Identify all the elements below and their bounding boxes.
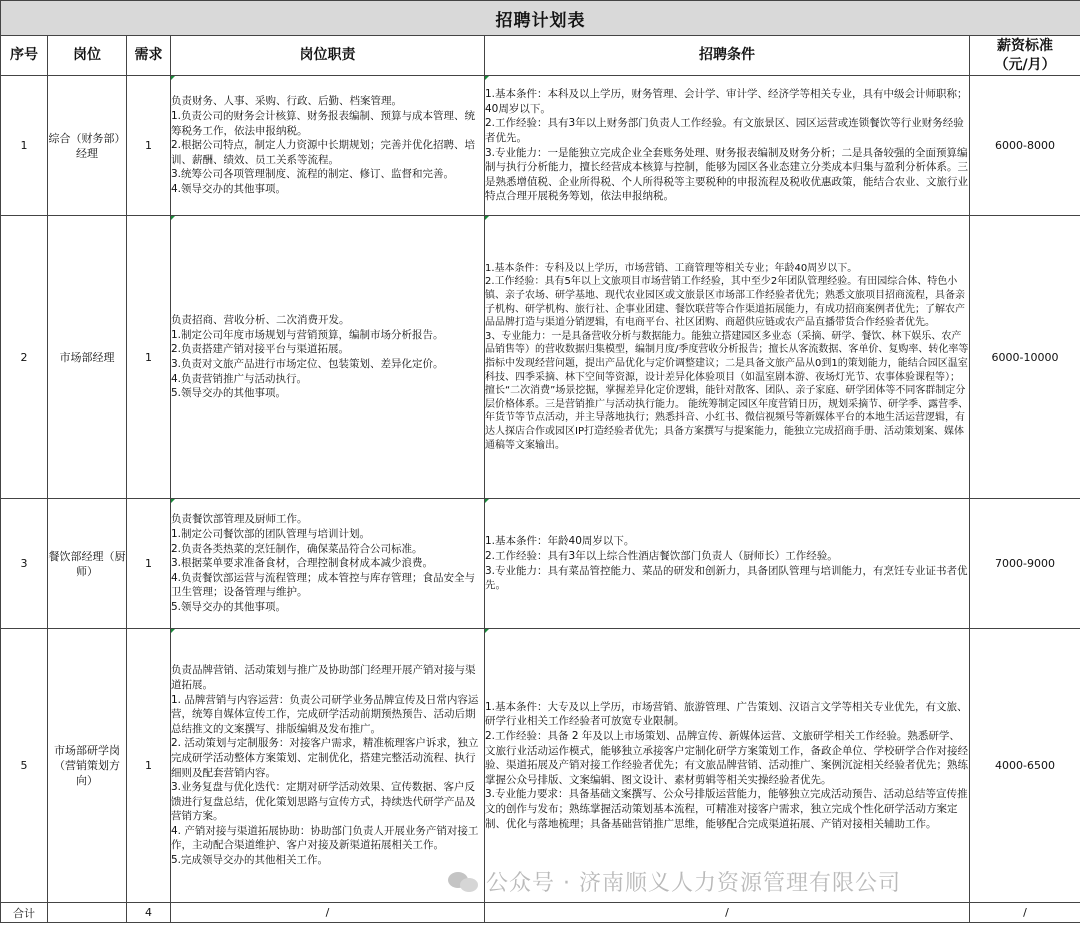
header-requirements: 招聘条件 <box>485 36 970 76</box>
row-requirements <box>485 499 970 629</box>
row-salary: 4000-6500 <box>970 629 1080 903</box>
total-requirements: / <box>485 903 970 923</box>
table-row <box>1 629 1080 903</box>
row-index: 5 <box>1 629 48 903</box>
requirements-text: 1.基本条件：年龄40周岁以下。 2.工作经验：具有3年以上综合性酒店餐饮部门负责人（厨师长）工作经验。 3.专业能力：具有菜品管控能力、菜品的研发和创新力，具备团队管理与培训能力，有烹饪专业证书者优先。 <box>485 535 968 592</box>
comment-marker <box>485 499 489 503</box>
comment-marker <box>171 76 175 80</box>
row-salary: 6000-8000 <box>970 76 1080 216</box>
header-index: 序号 <box>1 36 48 76</box>
watermark-text: 公众号 · 济南顺义人力资源管理有限公司 <box>486 871 901 896</box>
row-index: 2 <box>1 216 48 499</box>
row-salary: 6000-10000 <box>970 216 1080 499</box>
row-requirements <box>485 76 970 216</box>
duties-text: 负责财务、人事、采购、行政、后勤、档案管理。 1.负责公司的财务会计核算、财务报表编制、预算与成本管理、统筹税务工作，依法申报纳税。 2.根据公司特点，制定人力资源中长期规划；完善并优化招聘、培训、薪酬、绩效、员工关系等流程。 3.统筹公司各项管理制度、流程的制定、修订、监督和完善。 4.领导交办的其他事项。 <box>171 95 476 195</box>
row-requirements <box>485 216 970 499</box>
row-requirements <box>485 629 970 903</box>
total-row <box>1 903 1080 923</box>
table-row <box>1 499 1080 629</box>
row-duties <box>171 76 485 216</box>
row-duties <box>171 499 485 629</box>
comment-marker <box>171 629 175 633</box>
header-position: 岗位 <box>48 36 127 76</box>
total-salary: / <box>970 903 1080 923</box>
row-position: 市场部经理 <box>48 216 127 499</box>
comment-marker <box>171 216 175 220</box>
row-duties <box>171 216 485 499</box>
row-demand: 1 <box>127 629 171 903</box>
header-row <box>1 36 1080 76</box>
requirements-text: 1.基本条件：本科及以上学历，财务管理、会计学、审计学、经济学等相关专业，具有中级会计师职称；40周岁以下。 2.工作经验：具有3年以上财务部门负责人工作经验。有文旅景区、园区运营或连锁餐饮等行业财务经验者优先。 3.专业能力：一是能独立完成企业全套账务处理、财务报表编制及财务分析；二是具备较强的全面预算编制与执行分析能力，擅长经营成本核算与控制，能够为园区各业态建立分类成本归集与盈利分析体系。三是熟悉增值税、企业所得税、个人所得税等主要税种的申报流程及税收优惠政策，能结合农业、文旅行业特点合理开展税务筹划，依法申报纳税。 <box>485 88 968 203</box>
total-duties: / <box>171 903 485 923</box>
comment-marker <box>171 499 175 503</box>
row-salary: 7000-9000 <box>970 499 1080 629</box>
header-demand: 需求 <box>127 36 171 76</box>
table-row <box>1 76 1080 216</box>
row-demand: 1 <box>127 499 171 629</box>
row-position: 综合（财务部）经理 <box>48 76 127 216</box>
comment-marker <box>485 76 489 80</box>
comment-marker <box>485 629 489 633</box>
duties-text: 负责餐饮部管理及厨师工作。 1.制定公司餐饮部的团队管理与培训计划。 2.负责各类热菜的烹饪制作，确保菜品符合公司标准。 3.根据菜单要求准备食材，合理控制食材成本减少浪费。 4.负责餐饮部运营与流程管理；成本管控与库存管理；食品安全与卫生管理；设备管理与维护。 5.领导交办的其他事项。 <box>171 513 476 613</box>
row-duties <box>171 629 485 903</box>
row-demand: 1 <box>127 76 171 216</box>
row-demand: 1 <box>127 216 171 499</box>
duties-text: 负责品牌营销、活动策划与推广及协助部门经理开展产销对接与渠道拓展。 1. 品牌营销与内容运营：负责公司研学业务品牌宣传及日常内容运营，统筹自媒体宣传工作，完成研学活动前期预热预告、活动后期总结推文的文案撰写、排版编辑及发布推广。 2. 活动策划与定制服务：对接客户需求，精准梳理客户诉求，独立完成研学活动整体方案策划、定制优化，搭建完整活动流程、执行细则及配套营销内容。 3.业务复盘与优化迭代：定期对研学活动效果、宣传数据、客户反馈进行复盘总结，优化策划思路与宣传方式，持续迭代研学产品及营销方案。 4. 产销对接与渠道拓展协助：协助部门负责人开展业务产销对接工作，主动配合渠道维护、客户对接及新渠道拓展相关工作。 5.完成领导交办的其他相关工作。 <box>171 664 479 867</box>
header-salary: 薪资标准 （元/月） <box>970 36 1080 76</box>
comment-marker <box>485 216 489 220</box>
requirements-text: 1.基本条件：专科及以上学历，市场营销、工商管理等相关专业；年龄40周岁以下。 2.工作经验：具有5年以上文旅项目市场营销工作经验，其中至少2年团队管理经验。有田园综合体、特色小镇、亲子农场、研学基地、现代农业园区或文旅景区市场部工作经验者优先；熟悉文旅项目招商流程，具备亲子机构、研学机构、旅行社、企事业团建、餐饮联营等合作渠道拓展能力，有成功招商案例者优先；了解农产品品牌打造与渠道分销逻辑，有电商平台、社区团购、商超供应链或农产品直播带货合作经验者优先。 3、专业能力：一是具备营收分析与数据能力。能独立搭建园区多业态（采摘、研学、餐饮、林下娱乐、农产品销售等）的营收数据归集模型，编制月度/季度营收分析报告；擅长从客流数据、客单价、复购率、转化率等指标中发现经营问题，提出产品优化与定价调整建议；二是具备文旅产品从0到1的策划能力，能结合园区温室科技、四季采摘、林下空间等资源，设计差异化体验项目（如温室剧本游、夜场灯光节、农事体验课程等）；擅长“二次消费”场景挖掘，掌握差异化定价逻辑，能针对散客、团队、亲子家庭、研学团体等不同客群制定分层价格体系。三是营销推广与活动执行能力。 能统筹制定园区年度营销日历，规划采摘节、研学季、露营季、年货节等节点活动，并主导落地执行；熟悉抖音、小红书、微信视频号等新媒体平台的本地生活运营逻辑，有达人探店合作或园区IP打造经验者优先；具备方案撰写与提案能力，能独立完成招商手册、活动策划案、媒体通稿等文案输出。 <box>485 262 969 451</box>
header-duties: 岗位职责 <box>171 36 485 76</box>
duties-text: 负责招商、营收分析、二次消费开发。 1.制定公司年度市场规划与营销预算，编制市场分析报告。 2.负责搭建产销对接平台与渠道拓展。 3.负责对文旅产品进行市场定位、包装策划、差异化定价。 4.负责营销推广与活动执行。 5.领导交办的其他事项。 <box>171 314 444 400</box>
row-index: 1 <box>1 76 48 216</box>
row-position: 市场部研学岗（营销策划方向） <box>48 629 127 903</box>
requirements-text: 1.基本条件：大专及以上学历，市场营销、旅游管理、广告策划、汉语言文学等相关专业优先，有文旅、研学行业相关工作经验者可放宽专业限制。 2.工作经验：具备 2 年及以上市场策划、品牌宣传、新媒体运营、文旅研学相关工作经验。熟悉研学、文旅行业活动运作模式，能够独立承接客户定制化研学方案策划工作，备政企单位、学校研学合作对接经验、渠道拓展及产销对接工作经验者优先；有文旅品牌营销、活动推广、案例沉淀相关经验者优先；熟练掌握公众号排版、文案编辑、图文设计、素材剪辑等相关实操经验者优先。 3.专业能力要求：具备基础文案撰写、公众号排版运营能力，能够独立完成活动预告、活动总结等宣传推文的创作与发布；熟练掌握活动策划基本流程，可精准对接客户需求，独立完成个性化研学活动方案定制、优化与落地梳理；具备基础营销推广思维，能够配合完成渠道拓展、产销对接相关辅助工作。 <box>485 700 968 830</box>
row-index: 3 <box>1 499 48 629</box>
total-position-empty <box>48 903 127 923</box>
row-position: 餐饮部经理（厨师） <box>48 499 127 629</box>
total-label: 合计 <box>1 903 48 923</box>
total-demand: 4 <box>127 903 171 923</box>
table-row <box>1 216 1080 499</box>
table-title: 招聘计划表 <box>1 1 1080 36</box>
